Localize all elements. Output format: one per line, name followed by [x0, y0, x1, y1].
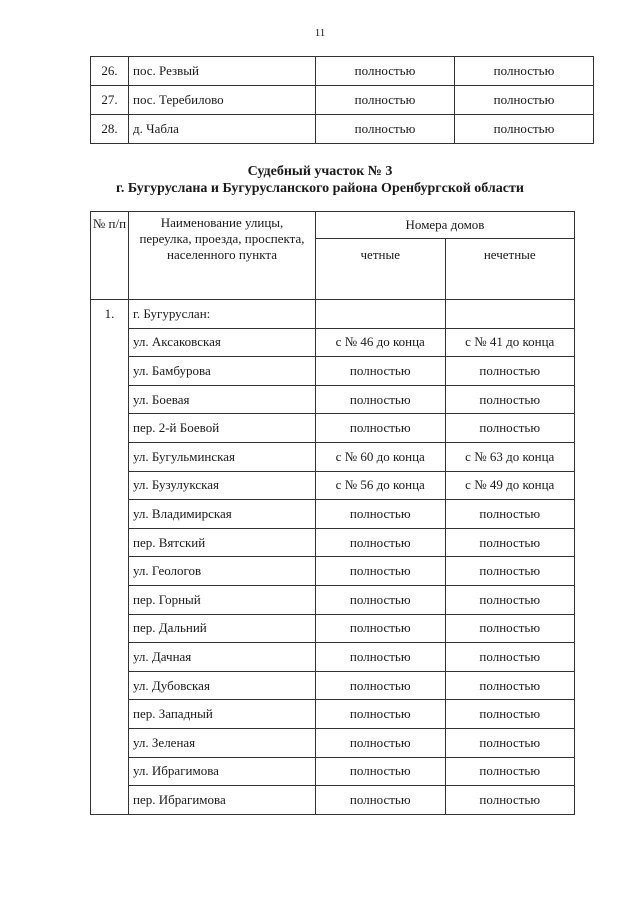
- table-row: [91, 614, 575, 643]
- table-row: [91, 500, 575, 529]
- odd-houses: полностью: [445, 614, 575, 643]
- even-houses: полностью: [316, 385, 446, 414]
- odd-houses: полностью: [445, 557, 575, 586]
- even-houses: с № 56 до конца: [316, 471, 446, 500]
- even-houses: полностью: [316, 528, 446, 557]
- table-row: [91, 786, 575, 815]
- page-number: 11: [314, 27, 326, 39]
- row-number: 28.: [91, 115, 129, 144]
- street-name: пер. Ибрагимова: [129, 786, 316, 815]
- odd-houses: полностью: [445, 385, 575, 414]
- table-row: [91, 528, 575, 557]
- street-name: ул. Владимирская: [129, 500, 316, 529]
- table-row: [91, 585, 575, 614]
- locality-name: д. Чабла: [129, 115, 316, 144]
- table-row: [91, 728, 575, 757]
- street-name: ул. Зеленая: [129, 728, 316, 757]
- odd-houses: полностью: [445, 671, 575, 700]
- street-name: пер. Дальний: [129, 614, 316, 643]
- odd-houses: полностью: [445, 786, 575, 815]
- odd-houses: с № 49 до конца: [445, 471, 575, 500]
- section-title: [0, 163, 640, 197]
- even-houses: полностью: [316, 671, 446, 700]
- header-name: Наименование улицы, переулка, проезда, проспекта, населенного пункта: [129, 212, 316, 300]
- street-name: пер. Вятский: [129, 528, 316, 557]
- continuation-table: [90, 56, 594, 144]
- table-row: [91, 557, 575, 586]
- street-name: ул. Боевая: [129, 385, 316, 414]
- table-row: [91, 671, 575, 700]
- street-name: ул. Бузулукская: [129, 471, 316, 500]
- table-row: [91, 757, 575, 786]
- locality-name: пос. Резвый: [129, 57, 316, 86]
- even-houses: полностью: [316, 57, 455, 86]
- street-name: пер. Горный: [129, 585, 316, 614]
- odd-houses: полностью: [445, 414, 575, 443]
- table-row: [91, 385, 575, 414]
- table-row: [91, 115, 594, 144]
- even-houses: [316, 300, 446, 329]
- street-name: ул. Геологов: [129, 557, 316, 586]
- streets-table: [90, 211, 575, 815]
- street-name: ул. Бамбурова: [129, 357, 316, 386]
- odd-houses: полностью: [445, 500, 575, 529]
- city-name: г. Бугуруслан:: [129, 300, 316, 329]
- table-row: [91, 57, 594, 86]
- even-houses: с № 46 до конца: [316, 328, 446, 357]
- odd-houses: полностью: [445, 757, 575, 786]
- section-title-line2: г. Бугуруслана и Бугурусланского района Оренбургской области: [116, 181, 524, 196]
- table-row: [91, 328, 575, 357]
- odd-houses: полностью: [445, 585, 575, 614]
- even-houses: полностью: [316, 557, 446, 586]
- even-houses: с № 60 до конца: [316, 442, 446, 471]
- street-name: ул. Бугульминская: [129, 442, 316, 471]
- odd-houses: с № 63 до конца: [445, 442, 575, 471]
- table-row: [91, 86, 594, 115]
- street-name: пер. 2-й Боевой: [129, 414, 316, 443]
- even-houses: полностью: [316, 86, 455, 115]
- street-name: ул. Дачная: [129, 643, 316, 672]
- odd-houses: полностью: [455, 86, 594, 115]
- row-number: 26.: [91, 57, 129, 86]
- header-even: четные: [316, 239, 446, 300]
- even-houses: полностью: [316, 614, 446, 643]
- table-row: [91, 643, 575, 672]
- odd-houses: полностью: [455, 115, 594, 144]
- odd-houses: полностью: [445, 643, 575, 672]
- row-number: 1.: [91, 300, 129, 815]
- even-houses: полностью: [316, 115, 455, 144]
- even-houses: полностью: [316, 786, 446, 815]
- odd-houses: полностью: [445, 728, 575, 757]
- even-houses: полностью: [316, 643, 446, 672]
- header-house-numbers: Номера домов: [316, 212, 575, 239]
- odd-houses: полностью: [455, 57, 594, 86]
- even-houses: полностью: [316, 500, 446, 529]
- table-row: [91, 471, 575, 500]
- street-name: пер. Западный: [129, 700, 316, 729]
- locality-name: пос. Теребилово: [129, 86, 316, 115]
- even-houses: полностью: [316, 414, 446, 443]
- table-row: [91, 414, 575, 443]
- street-name: ул. Аксаковская: [129, 328, 316, 357]
- table-row: [91, 442, 575, 471]
- table-header-row: [91, 212, 575, 239]
- street-name: ул. Ибрагимова: [129, 757, 316, 786]
- odd-houses: полностью: [445, 357, 575, 386]
- street-name: ул. Дубовская: [129, 671, 316, 700]
- table-row: [91, 300, 575, 329]
- odd-houses: полностью: [445, 700, 575, 729]
- header-number: № п/п: [91, 212, 129, 300]
- header-odd: нечетные: [445, 239, 575, 300]
- even-houses: полностью: [316, 357, 446, 386]
- table-row: [91, 357, 575, 386]
- odd-houses: с № 41 до конца: [445, 328, 575, 357]
- odd-houses: [445, 300, 575, 329]
- even-houses: полностью: [316, 700, 446, 729]
- even-houses: полностью: [316, 757, 446, 786]
- section-title-line1: Судебный участок № 3: [247, 164, 393, 179]
- row-number: 27.: [91, 86, 129, 115]
- even-houses: полностью: [316, 585, 446, 614]
- even-houses: полностью: [316, 728, 446, 757]
- odd-houses: полностью: [445, 528, 575, 557]
- table-row: [91, 700, 575, 729]
